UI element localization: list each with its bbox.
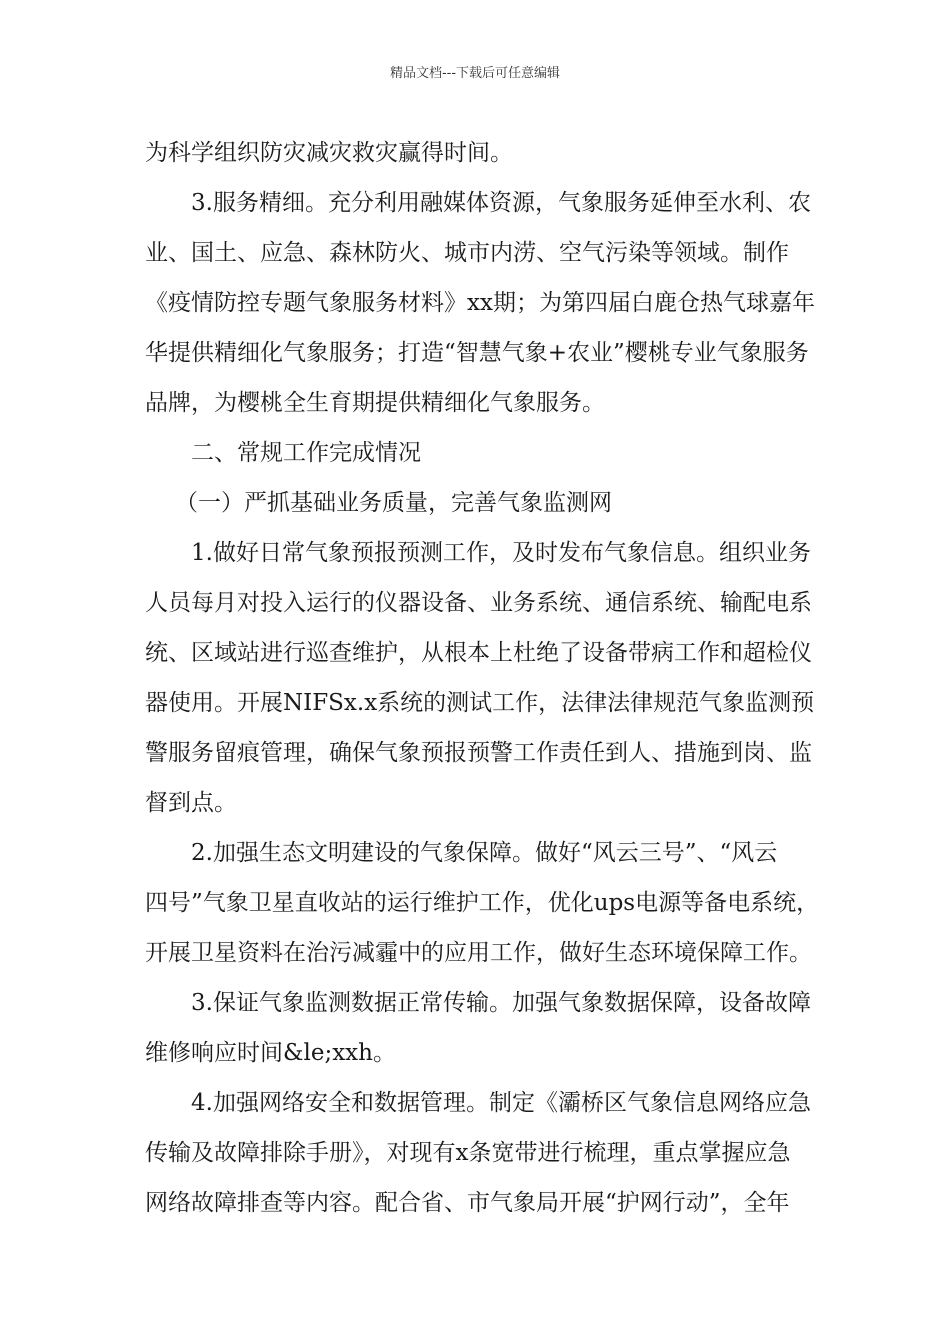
- paragraph-line: 品牌，为樱桃全生育期提供精细化气象服务。: [145, 390, 605, 416]
- paragraph-line: 为科学组织防灾减灾救灾赢得时间。: [145, 140, 513, 166]
- section-heading: 二、常规工作完成情况: [191, 440, 421, 466]
- paragraph-line: 4.加强网络安全和数据管理。制定《灞桥区气象信息网络应急: [191, 1090, 811, 1116]
- paragraph-line: 2.加强生态文明建设的气象保障。做好“风云三号”、“风云: [191, 840, 778, 866]
- paragraph-line: 3.保证气象监测数据正常传输。加强气象数据保障，设备故障: [191, 990, 811, 1016]
- paragraph-line: 网络故障排查等内容。配合省、市气象局开展“护网行动”，全年: [145, 1190, 790, 1216]
- subsection-heading: （一）严抓基础业务质量，完善气象监测网: [175, 490, 612, 516]
- paragraph-line: 督到点。: [145, 790, 237, 816]
- paragraph-line: 华提供精细化气象服务；打造“智慧气象+农业”樱桃专业气象服务: [145, 340, 809, 366]
- paragraph-line: 《疫情防控专题气象服务材料》xx期；为第四届白鹿仓热气球嘉年: [145, 290, 815, 316]
- paragraph-line: 业、国土、应急、森林防火、城市内涝、空气污染等领域。制作: [145, 240, 789, 266]
- document-body: [145, 128, 820, 1228]
- paragraph-line: 四号”气象卫星直收站的运行维护工作，优化ups电源等备电系统，: [145, 890, 820, 916]
- paragraph-line: 人员每月对投入运行的仪器设备、业务系统、通信系统、输配电系: [145, 590, 812, 616]
- paragraph-line: 器使用。开展NIFSx.x系统的测试工作，法律法律规范气象监测预: [145, 690, 815, 716]
- page-header: 精品文档---下载后可任意编辑: [389, 66, 561, 81]
- paragraph-line: 1.做好日常气象预报预测工作，及时发布气象信息。组织业务: [191, 540, 811, 566]
- paragraph-line: 统、区域站进行巡查维护，从根本上杜绝了设备带病工作和超检仪: [145, 640, 812, 666]
- paragraph-line: 维修响应时间&le;xxh。: [145, 1040, 396, 1066]
- paragraph-line: 开展卫星资料在治污减霾中的应用工作，做好生态环境保障工作。: [145, 940, 812, 966]
- paragraph-line: 传输及故障排除手册》，对现有x条宽带进行梳理，重点掌握应急: [145, 1140, 791, 1166]
- paragraph-line: 3.服务精细。充分利用融媒体资源，气象服务延伸至水利、农: [191, 190, 811, 216]
- paragraph-line: 警服务留痕管理，确保气象预报预警工作责任到人、措施到岗、监: [145, 740, 812, 766]
